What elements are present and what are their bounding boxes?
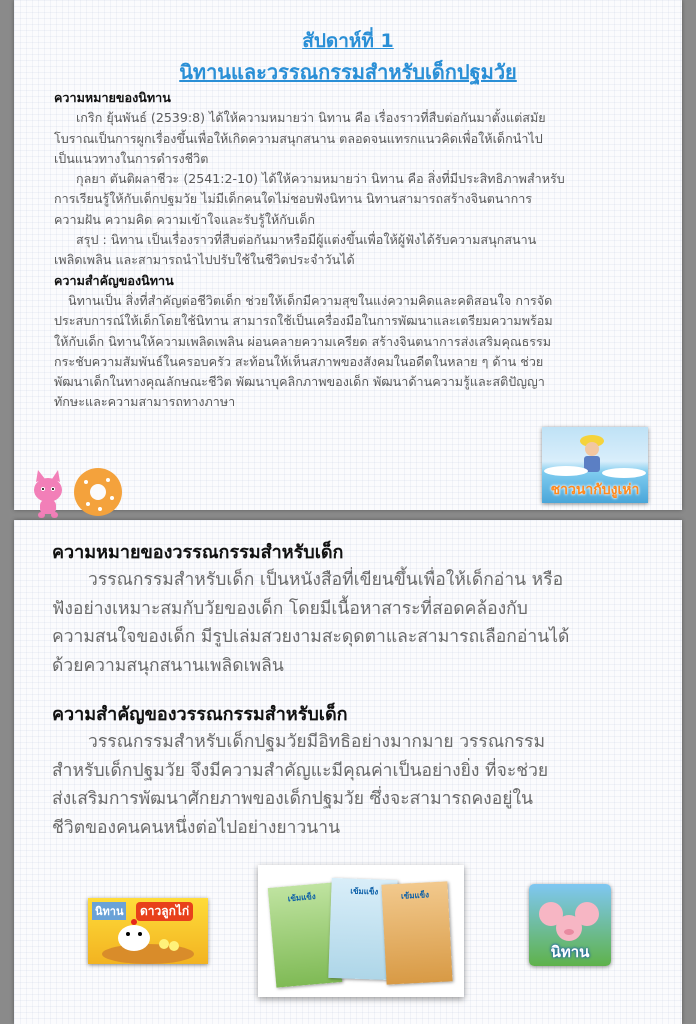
text-line: การเรียนรู้ให้กับเด็กปฐมวัย ไม่มีเด็กคนใดไม่ชอบฟังนิทาน นิทานสามารถสร้างจินตนาการ [54, 191, 533, 207]
text-line: เป็นแนวทางในการดำรงชีวิต [54, 150, 209, 166]
week-title: สัปดาห์ที่ 1 [302, 30, 394, 52]
text-line: ฟังอย่างเหมาะสมกับวัยของเด็ก โดยมีเนื้อหาสาระที่สอดคล้องกับ [52, 598, 528, 619]
book-title: เข้มแข็ง [350, 886, 379, 897]
book-title: เข้มแข็ง [287, 891, 317, 904]
text-line: ทักษะและความสามารถทางภาษา [54, 394, 236, 410]
cat-donut-sticker-icon [28, 462, 128, 522]
text-line: เกริก ยุ้นพันธ์ (2539:8) ได้ให้ความหมายว่า นิทาน คือ เรื่องราวที่สืบต่อกันมาตั้งแต่สมัย [76, 110, 546, 126]
farmer-and-cobra-book-cover [542, 427, 648, 503]
text-line: ด้วยความสนุกสนานเพลิดเพลิน [52, 655, 284, 676]
farmer-cover-caption: ชาวนากับงูเห่า [550, 482, 640, 498]
text-line: สรุป : นิทาน เป็นเรื่องราวที่สืบต่อกันมาหรือมีผู้แต่งขึ้นเพื่อให้ผู้ฟังได้รับความสนุกสนาน [76, 232, 537, 248]
text-line: นิทานเป็น สิ่งที่สำคัญต่อชีวิตเด็ก ช่วยให้เด็กมีความสุขในแง่ความคิดและคติสอนใจ การจัด [68, 292, 553, 308]
text-line: ชีวิตของคนคนหนึ่งต่อไปอย่างยาวนาน [52, 817, 341, 838]
hen-cover-title: ดาวลูกไก่ [136, 902, 193, 921]
section-heading-tale-meaning: ความหมายของนิทาน [54, 90, 171, 105]
text-line: วรรณกรรมสำหรับเด็ก เป็นหนังสือที่เขียนขึ้นเพื่อให้เด็กอ่าน หรือ [88, 570, 564, 590]
books-photo-frame [258, 865, 464, 997]
book-title: เข้มแข็ง [400, 890, 430, 901]
text-line: กระชับความสัมพันธ์ในครอบครัว สะท้อนให้เห็นสภาพของสังคมในอดีตในหลาย ๆ ด้าน ช่วย [54, 353, 544, 369]
hen-illustration-icon [88, 898, 208, 964]
text-line: ให้กับเด็ก นิทานให้ความเพลิดเพลิน ผ่อนคลายความเครียด สร้างจินตนาการส่งเสริมคุณธรรม [54, 333, 552, 349]
tale-meaning-paragraph [54, 108, 666, 270]
pigs-cover-caption: นิทาน [550, 943, 590, 961]
text-line: ความสนใจของเด็ก มีรูปเล่มสวยงามสะดุดตาและสามารถเลือกอ่านได้ [52, 627, 570, 647]
section-heading-literature-importance: ความสำคัญของวรรณกรรมสำหรับเด็ก [52, 704, 348, 725]
text-line: วรรณกรรมสำหรับเด็กปฐมวัยมีอิทธิอย่างมากมาย วรรณกรรม [88, 732, 545, 752]
three-pigs-book-cover [529, 884, 611, 966]
text-line: ความฝัน ความคิด ความเข้าใจและรับรู้ให้กับเด็ก [54, 211, 316, 227]
page-1 [14, 0, 682, 510]
section-heading-literature-meaning: ความหมายของวรรณกรรมสำหรับเด็ก [52, 542, 344, 563]
text-line: ส่งเสริมการพัฒนาศักยภาพของเด็กปฐมวัย ซึ่งจะสามารถคงอยู่ใน [52, 789, 534, 809]
hen-cover-tag: นิทาน [92, 902, 126, 920]
text-line: โบราณเป็นการผูกเรื่องขึ้นเพื่อให้เกิดความสนุกสนาน ตลอดจนแทรกแนวคิดเพื่อให้เด็กนำไป [54, 130, 543, 146]
page-2-body [52, 540, 672, 842]
text-line: พัฒนาเด็กในทางคุณลักษณะชีวิต พัฒนาบุคลิกภาพของเด็ก พัฒนาด้านความรู้และสติปัญญา [54, 374, 545, 390]
topic-title: นิทานและวรรณกรรมสำหรับเด็กปฐมวัย [179, 60, 517, 84]
page-1-body [54, 88, 666, 413]
text-line: ประสบการณ์ให้เด็กโดยใช้นิทาน สามารถใช้เป็นเครื่องมือในการพัฒนาและเตรียมความพร้อม [54, 313, 553, 329]
text-line: สำหรับเด็กปฐมวัย จึงมีความสำคัญแะมีคุณค่าเป็นอย่างยิ่ง ที่จะช่วย [52, 760, 549, 781]
text-line: กุลยา ตันติผลาชีวะ (2541:2-10) ได้ให้ความหมายว่า นิทาน คือ สิ่งที่มีประสิทธิภาพสำหรับ [76, 171, 565, 187]
text-line: เพลิดเพลิน และสามารถนำไปปรับใช้ในชีวิตประจำวันได้ [54, 252, 355, 268]
tale-importance-paragraph [54, 291, 666, 413]
section-heading-tale-importance: ความสำคัญของนิทาน [54, 272, 174, 288]
book-cover-3 [381, 881, 452, 984]
star-chicks-book-cover [88, 898, 208, 964]
